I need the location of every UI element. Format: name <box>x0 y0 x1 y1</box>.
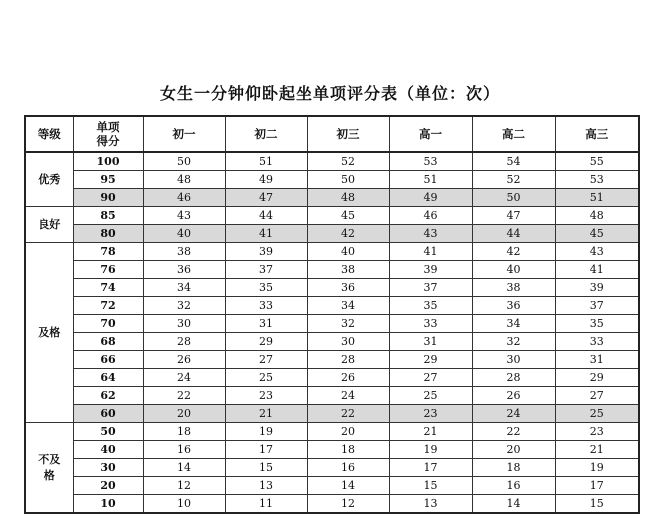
value-cell: 48 <box>143 171 225 189</box>
grade-cell-line: 格 <box>43 468 55 482</box>
value-cell: 24 <box>307 387 389 405</box>
value-cell: 25 <box>555 405 639 423</box>
score-cell: 78 <box>73 243 143 261</box>
value-cell: 43 <box>389 225 472 243</box>
value-cell: 42 <box>472 243 555 261</box>
value-cell: 26 <box>143 351 225 369</box>
value-cell: 34 <box>143 279 225 297</box>
value-cell: 22 <box>307 405 389 423</box>
value-cell: 21 <box>225 405 307 423</box>
value-cell: 38 <box>472 279 555 297</box>
value-cell: 43 <box>555 243 639 261</box>
header-row <box>25 116 639 152</box>
table-row <box>25 333 639 351</box>
value-cell: 18 <box>472 459 555 477</box>
value-cell: 37 <box>555 297 639 315</box>
table-row <box>25 171 639 189</box>
value-cell: 48 <box>555 207 639 225</box>
value-cell: 53 <box>555 171 639 189</box>
value-cell: 18 <box>143 423 225 441</box>
value-cell: 28 <box>472 369 555 387</box>
table-row <box>25 243 639 261</box>
score-cell: 64 <box>73 369 143 387</box>
table-row <box>25 495 639 514</box>
value-cell: 29 <box>555 369 639 387</box>
grade-cell-line: 不及 <box>38 452 61 466</box>
value-cell: 15 <box>225 459 307 477</box>
value-cell: 40 <box>143 225 225 243</box>
value-cell: 12 <box>143 477 225 495</box>
value-cell: 22 <box>143 387 225 405</box>
value-cell: 44 <box>472 225 555 243</box>
value-cell: 51 <box>225 152 307 171</box>
value-cell: 19 <box>225 423 307 441</box>
value-cell: 44 <box>225 207 307 225</box>
value-cell: 17 <box>389 459 472 477</box>
value-cell: 23 <box>389 405 472 423</box>
value-cell: 54 <box>472 152 555 171</box>
table-row <box>25 477 639 495</box>
value-cell: 51 <box>555 189 639 207</box>
score-cell: 70 <box>73 315 143 333</box>
value-cell: 15 <box>555 495 639 514</box>
value-cell: 13 <box>225 477 307 495</box>
value-cell: 45 <box>555 225 639 243</box>
value-cell: 12 <box>307 495 389 514</box>
grade-cell: 优秀 <box>25 152 73 207</box>
value-cell: 19 <box>555 459 639 477</box>
value-cell: 35 <box>389 297 472 315</box>
value-cell: 39 <box>389 261 472 279</box>
value-cell: 11 <box>225 495 307 514</box>
table-row <box>25 225 639 243</box>
value-cell: 15 <box>389 477 472 495</box>
value-cell: 27 <box>555 387 639 405</box>
value-cell: 18 <box>307 441 389 459</box>
value-cell: 35 <box>555 315 639 333</box>
value-cell: 17 <box>225 441 307 459</box>
value-cell: 52 <box>472 171 555 189</box>
value-cell: 38 <box>307 261 389 279</box>
score-cell: 68 <box>73 333 143 351</box>
value-cell: 50 <box>307 171 389 189</box>
table-row <box>25 387 639 405</box>
table-row <box>25 152 639 171</box>
value-cell: 20 <box>472 441 555 459</box>
header-grade: 等级 <box>25 116 73 152</box>
score-cell: 60 <box>73 405 143 423</box>
table-body <box>25 152 639 513</box>
value-cell: 14 <box>143 459 225 477</box>
value-cell: 20 <box>143 405 225 423</box>
value-cell: 50 <box>472 189 555 207</box>
value-cell: 36 <box>472 297 555 315</box>
table-row <box>25 405 639 423</box>
value-cell: 42 <box>307 225 389 243</box>
table-row <box>25 351 639 369</box>
value-cell: 46 <box>389 207 472 225</box>
value-cell: 29 <box>389 351 472 369</box>
value-cell: 25 <box>389 387 472 405</box>
table-row <box>25 423 639 441</box>
value-cell: 20 <box>307 423 389 441</box>
value-cell: 39 <box>555 279 639 297</box>
table-row <box>25 261 639 279</box>
value-cell: 49 <box>389 189 472 207</box>
value-cell: 24 <box>472 405 555 423</box>
score-cell: 90 <box>73 189 143 207</box>
value-cell: 16 <box>143 441 225 459</box>
value-cell: 52 <box>307 152 389 171</box>
value-cell: 55 <box>555 152 639 171</box>
grade-cell: 及格 <box>25 243 73 423</box>
value-cell: 48 <box>307 189 389 207</box>
score-cell: 72 <box>73 297 143 315</box>
header-col-senior2: 高二 <box>472 116 555 152</box>
value-cell: 41 <box>555 261 639 279</box>
table-row <box>25 315 639 333</box>
value-cell: 41 <box>225 225 307 243</box>
score-cell: 30 <box>73 459 143 477</box>
score-cell: 95 <box>73 171 143 189</box>
value-cell: 22 <box>472 423 555 441</box>
header-col-senior3: 高三 <box>555 116 639 152</box>
table-row <box>25 189 639 207</box>
value-cell: 40 <box>472 261 555 279</box>
value-cell: 33 <box>225 297 307 315</box>
value-cell: 28 <box>143 333 225 351</box>
value-cell: 14 <box>472 495 555 514</box>
value-cell: 14 <box>307 477 389 495</box>
table-row <box>25 441 639 459</box>
value-cell: 26 <box>307 369 389 387</box>
value-cell: 10 <box>143 495 225 514</box>
score-cell: 100 <box>73 152 143 171</box>
value-cell: 34 <box>307 297 389 315</box>
value-cell: 31 <box>389 333 472 351</box>
score-cell: 74 <box>73 279 143 297</box>
value-cell: 21 <box>555 441 639 459</box>
value-cell: 32 <box>143 297 225 315</box>
header-col-grade7: 初一 <box>143 116 225 152</box>
value-cell: 40 <box>307 243 389 261</box>
value-cell: 32 <box>307 315 389 333</box>
value-cell: 53 <box>389 152 472 171</box>
value-cell: 45 <box>307 207 389 225</box>
value-cell: 16 <box>472 477 555 495</box>
value-cell: 21 <box>389 423 472 441</box>
value-cell: 31 <box>555 351 639 369</box>
value-cell: 46 <box>143 189 225 207</box>
page-title: 女生一分钟仰卧起坐单项评分表（单位：次） <box>159 84 500 103</box>
table-row <box>25 297 639 315</box>
grade-cell: 良好 <box>25 207 73 243</box>
score-cell: 66 <box>73 351 143 369</box>
score-cell: 40 <box>73 441 143 459</box>
value-cell: 38 <box>143 243 225 261</box>
value-cell: 31 <box>225 315 307 333</box>
value-cell: 49 <box>225 171 307 189</box>
value-cell: 34 <box>472 315 555 333</box>
value-cell: 13 <box>389 495 472 514</box>
grade-cell <box>25 423 73 514</box>
score-cell: 20 <box>73 477 143 495</box>
value-cell: 37 <box>389 279 472 297</box>
value-cell: 32 <box>472 333 555 351</box>
value-cell: 29 <box>225 333 307 351</box>
value-cell: 17 <box>555 477 639 495</box>
value-cell: 24 <box>143 369 225 387</box>
value-cell: 50 <box>143 152 225 171</box>
table-row <box>25 279 639 297</box>
table-row <box>25 369 639 387</box>
value-cell: 36 <box>143 261 225 279</box>
score-cell: 85 <box>73 207 143 225</box>
value-cell: 36 <box>307 279 389 297</box>
score-cell: 80 <box>73 225 143 243</box>
value-cell: 27 <box>225 351 307 369</box>
value-cell: 30 <box>307 333 389 351</box>
header-score-line2: 得分 <box>96 134 120 148</box>
score-table <box>24 115 640 514</box>
table-row <box>25 459 639 477</box>
header-score-line1: 单项 <box>96 120 120 134</box>
value-cell: 41 <box>389 243 472 261</box>
value-cell: 47 <box>472 207 555 225</box>
value-cell: 26 <box>472 387 555 405</box>
table-row <box>25 207 639 225</box>
header-col-grade9: 初三 <box>307 116 389 152</box>
value-cell: 23 <box>225 387 307 405</box>
header-col-senior1: 高一 <box>389 116 472 152</box>
value-cell: 43 <box>143 207 225 225</box>
value-cell: 33 <box>389 315 472 333</box>
value-cell: 30 <box>143 315 225 333</box>
value-cell: 16 <box>307 459 389 477</box>
header-col-grade8: 初二 <box>225 116 307 152</box>
score-cell: 50 <box>73 423 143 441</box>
value-cell: 37 <box>225 261 307 279</box>
value-cell: 19 <box>389 441 472 459</box>
header-score <box>73 116 143 152</box>
value-cell: 51 <box>389 171 472 189</box>
value-cell: 47 <box>225 189 307 207</box>
value-cell: 35 <box>225 279 307 297</box>
value-cell: 23 <box>555 423 639 441</box>
value-cell: 30 <box>472 351 555 369</box>
value-cell: 39 <box>225 243 307 261</box>
value-cell: 28 <box>307 351 389 369</box>
value-cell: 33 <box>555 333 639 351</box>
value-cell: 25 <box>225 369 307 387</box>
score-cell: 10 <box>73 495 143 514</box>
value-cell: 27 <box>389 369 472 387</box>
score-cell: 76 <box>73 261 143 279</box>
score-cell: 62 <box>73 387 143 405</box>
table-header <box>25 116 639 152</box>
